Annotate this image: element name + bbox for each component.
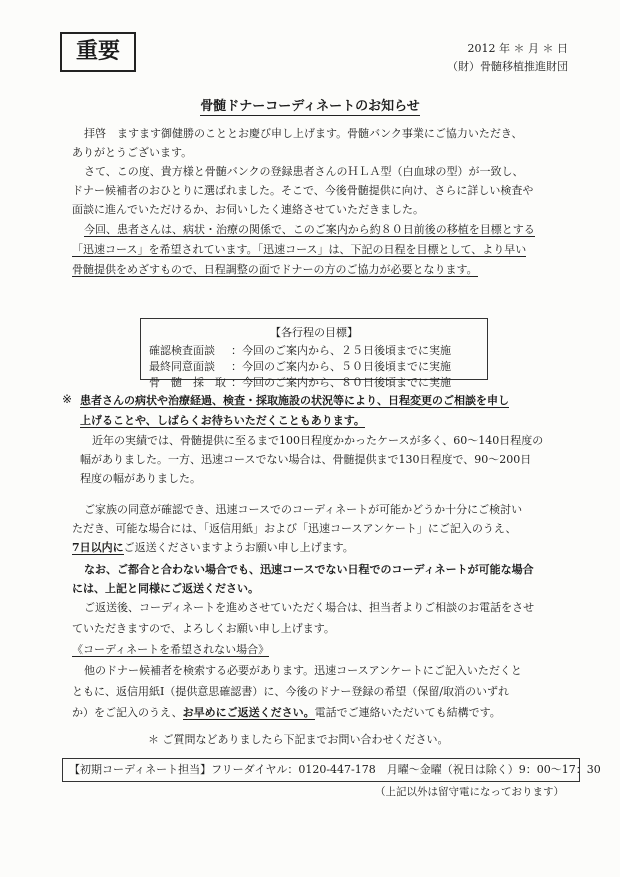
schedule-row: 骨 髄 採 取 ：今回のご案内から、８０日後頃までに実施 (149, 376, 451, 389)
consent-line-1: ご家族の同意が確認でき、迅速コースでのコーディネートが可能かどうか十分にご検討い (84, 503, 523, 516)
decline-line-1: 他のドナー候補者を検索する必要があります。迅速コースアンケートにご記入いただくと (84, 664, 522, 677)
issue-date: 2012 年 ＊ 月 ＊ 日 (467, 42, 568, 55)
after-line-2: ていただきますので、よろしくお願い申し上げます。 (72, 622, 335, 635)
schedule-heading: 【各行程の目標】 (270, 326, 358, 339)
important-badge: 重要 (60, 32, 136, 72)
closing-text: ＊ ご質問などありましたら下記までお問い合わせください。 (148, 733, 449, 746)
intro-line-4: ドナー候補者のおひとりに選ばれました。そこで、今後骨髄提供に向け、さらに詳しい検査や (72, 184, 534, 197)
organization-name: （財）骨髄移植推進財団 (447, 60, 568, 73)
note-line-2: 幅がありました。一方、迅速コースでない場合は、骨髄提供まで130日程度で、90～200日 (80, 453, 532, 466)
intro-line-1: 拝啓 ますます御健勝のこととお慶び申し上げます。骨髄バンク事業にご協力いただき、 (84, 127, 523, 140)
speed-line-3: 骨髄提供をめざすもので、日程調整の面でドナーの方のご協力が必要となります。 (72, 263, 478, 276)
note-mark: ※ (62, 392, 73, 406)
contact-note: （上記以外は留守電になっております） (375, 786, 564, 798)
schedule-row: 最終同意面談 ：今回のご案内から、５０日後頃までに実施 (149, 360, 451, 373)
alt-line-2: には、上記と同様にご返送ください。 (72, 582, 259, 595)
document-title: 骨髄ドナーコーディネートのお知らせ (200, 99, 420, 114)
intro-line-5: 面談に進んでいただけるか、お伺いしたく連絡させていただきました。 (72, 203, 424, 216)
schedule-row: 確認検査面談 ：今回のご案内から、２５日後頃までに実施 (149, 344, 451, 357)
speed-line-1: 今回、患者さんは、病状・治療の関係で、このご案内から約８０日前後の移植を目標とする (84, 223, 535, 236)
consent-line-3: 7日以内にご返送くださいますようお願い申し上げます。 (72, 541, 354, 554)
decline-line-2: ともに、返信用紙Ⅰ（提供意思確認書）に、今後のドナー登録の希望（保留/取消のいずれ (72, 685, 510, 698)
contact-box: 【初期コーディネート担当】フリーダイヤル：0120-447-178 月曜～金曜（祝日は除く）9：00～17：30 (62, 758, 580, 782)
speed-line-2: 「迅速コース」を希望されています。「迅速コース」は、下記の日程を目標として、より早い (72, 243, 527, 256)
consent-line-2: ただき、可能な場合には、「返信用紙」および「迅速コースアンケート」にご記入のうえ、 (72, 522, 517, 535)
intro-line-3: さて、この度、貴方様と骨髄バンクの登録患者さんのＨＬＡ型（白血球の型）が一致し、 (84, 165, 524, 178)
schedule-box (140, 318, 488, 389)
after-line-1: ご返送後、コーディネートを進めさせていただく場合は、担当者よりご相談のお電話をさせ (84, 601, 535, 614)
note-line-3: 程度の幅がありました。 (80, 472, 201, 485)
alt-line-1: なお、ご都合と合わない場合でも、迅速コースでない日程でのコーディネートが可能な場合 (84, 563, 534, 576)
intro-line-2: ありがとうございます。 (72, 146, 193, 159)
note-bold-2: 上げることや、しばらくお待ちいただくこともあります。 (80, 414, 365, 427)
note-line-1: 近年の実績では、骨髄提供に至るまで100日程度かかったケースが多く、60～140日程度の (92, 434, 544, 447)
note-bold-1: 患者さんの病状や治療経過、検査・採取施設の状況等により、日程変更のご相談を申し (80, 394, 509, 407)
decline-heading: 《コーディネートを希望されない場合》 (72, 643, 270, 656)
decline-line-3: か）をご記入のうえ、お早めにご返送ください。電話でご連絡いただいても結構です。 (72, 706, 501, 719)
